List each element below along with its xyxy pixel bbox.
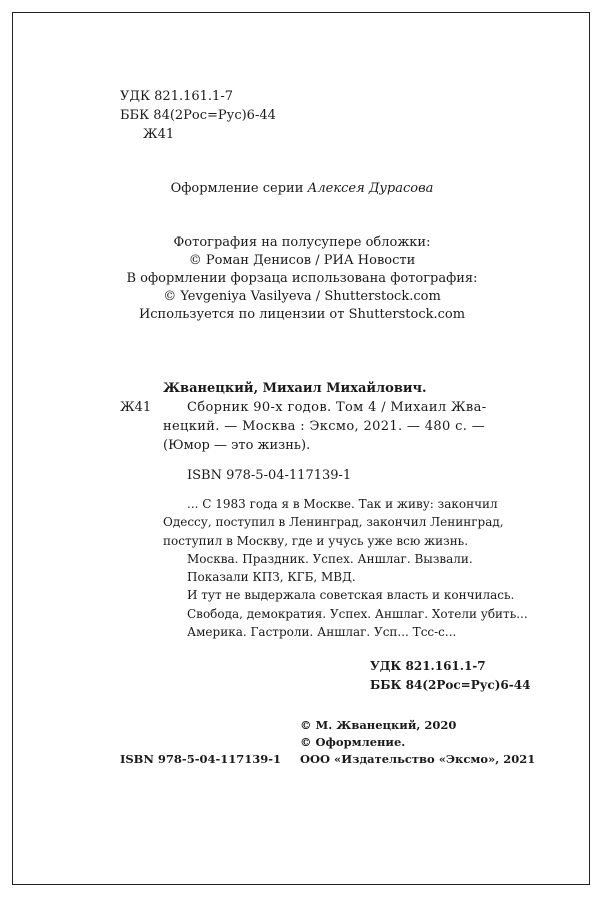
catalog-description-line: нецкий. — Москва : Эксмо, 2021. — 480 с. — <box>163 419 486 434</box>
annotation-line: Америка. Гастроли. Аншлаг. Усп... Тсс-с... <box>187 625 457 640</box>
photo-credit-line: © Yevgeniya Vasilyeva / Shutterstock.com <box>163 289 441 304</box>
bottom-udk-code: УДК 821.161.1-7 <box>370 659 486 673</box>
catalog-isbn: ISBN 978-5-04-117139-1 <box>187 468 352 483</box>
series-design-credit <box>0 180 604 198</box>
catalog-description-line: Сборник 90-х годов. Том 4 / Михаил Жва- <box>187 400 487 415</box>
bottom-bbk-code: ББК 84(2Рос=Рус)6-44 <box>370 678 531 692</box>
author-mark: Ж41 <box>143 127 175 142</box>
catalog-mark: Ж41 <box>120 400 152 415</box>
photo-credit-line: Используется по лицензии от Shutterstock.com <box>138 307 466 322</box>
copyright-publisher: ООО «Издательство «Эксмо», 2021 <box>300 752 536 766</box>
annotation-line: Показали КПЗ, КГБ, МВД. <box>187 570 356 585</box>
bottom-isbn: ISBN 978-5-04-117139-1 <box>120 752 282 766</box>
annotation-line: Москва. Праздник. Успех. Аншлаг. Вызвали. <box>187 551 473 566</box>
series-design-prefix: Оформление серии <box>170 181 308 196</box>
annotation-line: Одессу, поступил в Ленинград, закончил Ленинград, <box>163 515 504 530</box>
copyright-author: © М. Жванецкий, 2020 <box>300 718 457 732</box>
copyright-design: © Оформление. <box>300 735 406 749</box>
bbk-code: ББК 84(2Рос=Рус)6-44 <box>120 108 276 123</box>
photo-credit-line: В оформлении форзаца использована фотография: <box>126 271 478 286</box>
udk-code: УДК 821.161.1-7 <box>120 89 233 104</box>
catalog-heading: Жванецкий, Михаил Михайлович. <box>163 381 427 396</box>
photo-credit-line: © Роман Денисов / РИА Новости <box>188 253 416 268</box>
annotation <box>163 495 528 641</box>
series-designer-name: Алексея Дурасова <box>307 181 434 196</box>
annotation-line: И тут не выдержала советская власть и кончилась. <box>187 588 515 603</box>
annotation-line: Свобода, демократия. Успех. Аншлаг. Хотели убить... <box>187 606 528 621</box>
annotation-line: ... С 1983 года я в Москве. Так и живу: закончил <box>187 497 498 511</box>
photo-credit-line: Фотография на полусупере обложки: <box>173 235 431 250</box>
annotation-line: поступил в Москву, где и учусь уже всю жизнь. <box>163 533 469 548</box>
catalog-description-line: (Юмор — это жизнь). <box>163 438 311 453</box>
